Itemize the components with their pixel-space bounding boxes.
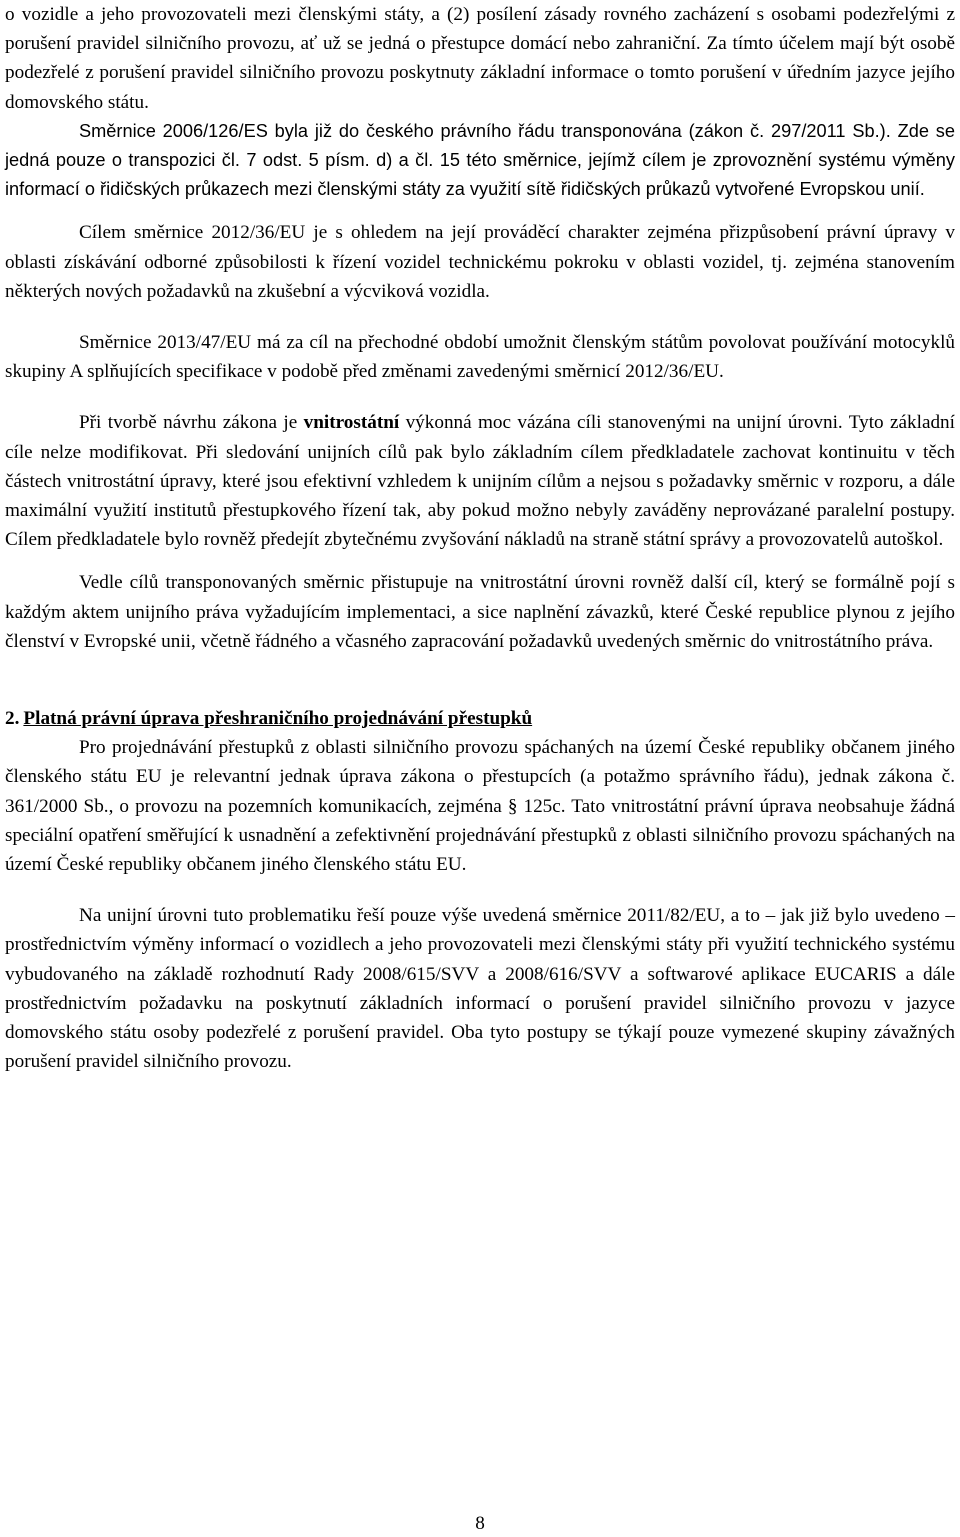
paragraph-1: o vozidle a jeho provozovateli mezi členskými státy, a (2) posílení zásady rovného zacházení s osobami podezřelými z porušení pravidel silničního provozu, ať už se jedná o přestupce domácí nebo zahraniční. Za tímto účelem mají být osobě podezřelé z porušení pravidel silničního provozu poskytnuty základní informace o tomto porušení v úředním jazyce jejího domovského státu. bbox=[5, 4, 955, 113]
spacer bbox=[5, 879, 955, 901]
paragraph-8: Na unijní úrovni tuto problematiku řeší pouze výše uvedená směrnice 2011/82/EU, a to – jak již bylo uvedeno – prostřednictvím výměny informací o vozidlech a jeho provozovateli mezi členskými státy při využití technického systému vybudovaného na základě rozhodnutí Rady 2008/615/SVV a 2008/616/SVV a softwarové aplikace EUCARIS a dále prostřednictvím požadavku na poskytnutí základních informací o porušení pravidel silničního provozu v jazyce domovského státu osoby podezřelé z porušení pravidel. Oba tyto postupy se týkají pouze vymezené skupiny závažných porušení pravidel silničního provozu. bbox=[5, 905, 955, 1073]
paragraph-7: Pro projednávání přestupků z oblasti silničního provozu spáchaných na území České republiky občanem jiného členského státu EU je relevantní jednak úprava zákona o přestupcích (a potažmo správního řádu), jednak zákona č. 361/2000 Sb., o provozu na pozemních komunikacích, zejména § 125c. Tato vnitrostátní právní úprava neobsahuje žádná speciální opatření směřující k usnadnění a zefektivnění projednávání přestupků z oblasti silničního provozu spáchaných na území České republiky občanem jiného členského státu EU. bbox=[5, 737, 955, 876]
section-title: Platná právní úprava přeshraničního projednávání přestupků bbox=[23, 708, 533, 730]
paragraph-4: Směrnice 2013/47/EU má za cíl na přechodné období umožnit členským státům povolovat používání motocyklů skupiny A splňujících specifikace v podobě před změnami zavedenými směrnicí 2012/36/EU. bbox=[5, 332, 955, 383]
spacer bbox=[5, 656, 955, 704]
paragraph-5-start: Při tvorbě návrhu zákona je bbox=[79, 412, 304, 434]
paragraph-5-bold-term: vnitrostátní bbox=[303, 412, 400, 434]
section-heading bbox=[5, 704, 955, 733]
paragraph-5-end: výkonná moc vázána cíli stanovenými na unijní úrovni. Tyto základní cíle nelze modifikovat. Při sledování unijních cílů pak bylo základním cílem předkladatele zachovat kontinuitu v těch částech vnitrostátní úpravy, které jsou efektivní vzhledem k unijním cílům a nejsou s požadavky směrnic v rozporu, a dále maximální využití institutů přestupkového řízení tak, aby pokud možno nebyly zaváděny neprovázané paralelní postupy. Cílem předkladatele bylo rovněž předejít zbytečnému zvyšování nákladů na straně státní správy a provozovatelů autoškol. bbox=[5, 412, 955, 551]
section-number: 2. bbox=[5, 708, 20, 730]
paragraph-5 bbox=[5, 408, 955, 554]
document-page bbox=[5, 0, 955, 1077]
spacer bbox=[5, 554, 955, 568]
spacer bbox=[5, 386, 955, 408]
paragraph-2: Směrnice 2006/126/ES byla již do českého právního řádu transponována (zákon č. 297/2011 Sb.). Zde se jedná pouze o transpozici čl. 7 odst. 5 písm. d) a čl. 15 této směrnice, jejímž cílem je zprovoznění systému výměny informací o řidičských průkazech mezi členskými státy za využití sítě řidičských průkazů vytvořené Evropskou unií. bbox=[5, 120, 955, 200]
paragraph-6: Vedle cílů transponovaných směrnic přistupuje na vnitrostátní úrovni rovněž další cíl, který se formálně pojí s každým aktem unijního práva vyžadujícím implementaci, a sice naplnění závazků, které České republice plynou z jejího členství v Evropské unii, včetně řádného a včasného zapracování požadavků uvedených směrnic do vnitrostátního práva. bbox=[5, 572, 955, 652]
spacer bbox=[5, 306, 955, 328]
spacer bbox=[5, 204, 955, 218]
page-number: 8 bbox=[475, 1513, 485, 1534]
paragraph-3: Cílem směrnice 2012/36/EU je s ohledem na její prováděcí charakter zejména přizpůsobení právní úpravy v oblasti získávání odborné způsobilosti k řízení vozidel technickému pokroku v oblasti vozidel, tj. zejména stanovením některých nových požadavků na zkušební a výcviková vozidla. bbox=[5, 222, 955, 302]
